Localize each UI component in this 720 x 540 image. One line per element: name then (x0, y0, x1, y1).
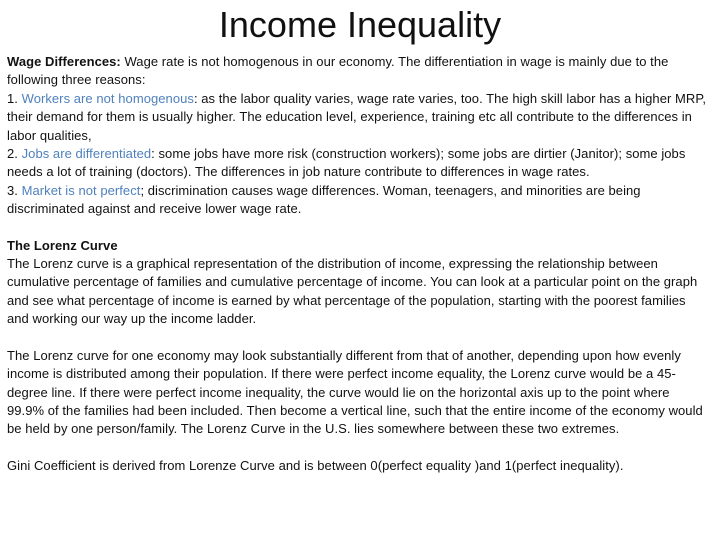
lorenz-paragraph-2: The Lorenz curve for one economy may look substantially different from that of another, depending upon how evenly income is distributed among their population. If there were perfect income equality, the Lorenz curve would be a 45- degree line. If there were perfect income inequality, the curve would lie on the horizontal axis up to the point where 99.9% of the families had been included. Then become a vertical line, such that the entire income of the economy would be held by one person/family. The Lorenz Curve in the U.S. lies somewhere between these two extremes. (7, 347, 703, 437)
reason-1 (7, 90, 707, 145)
reason-2-text: : some jobs have more risk (construction workers); some jobs are dirtier (Janitor); some jobs needs a lot of training (doctors). The differences in job nature contribute to differences in wage rates. (7, 146, 686, 180)
spacer (7, 219, 707, 237)
reason-1-number: 1. (7, 90, 22, 106)
reason-2 (7, 145, 707, 182)
spacer (7, 439, 707, 457)
reason-2-highlight: Jobs are differentiated (21, 146, 152, 162)
reason-1-text: : as the labor quality varies, wage rate varies, too. The high skill labor has a higher MRP, their demand for them is usually higher. The education level, experience, training etc all contribute to the differences in labor qualities, (7, 90, 707, 143)
gini-coefficient-text: Gini Coefficient is derived from Lorenze Curve and is between 0(perfect equality )and 1(perfect inequality). (7, 457, 624, 473)
wage-differences-paragraph (7, 53, 707, 90)
reason-3 (7, 182, 707, 219)
spacer (7, 329, 707, 347)
reason-1-highlight: Workers are not homogenous (21, 90, 194, 106)
reason-3-number: 3. (7, 182, 22, 198)
reason-3-highlight: Market is not perfect (21, 182, 141, 198)
wage-differences-intro: Wage rate is not homogenous in our economy. The differentiation in wage is mainly due to the following three reasons: (7, 54, 669, 88)
reason-2-number: 2. (7, 146, 22, 162)
slide-body (7, 53, 707, 475)
reason-3-text: ; discrimination causes wage differences. Woman, teenagers, and minorities are being discriminated against and receive lower wage rate. (7, 182, 641, 217)
wage-differences-heading: Wage Differences: (7, 54, 121, 69)
slide-title: Income Inequality (218, 4, 502, 45)
lorenz-curve-heading: The Lorenz Curve (7, 237, 118, 253)
lorenz-paragraph-1: The Lorenz curve is a graphical representation of the distribution of income, expressing the relationship between cumulative percentage of families and cumulative percentage of income. You can look at a particular point on the graph and see what percentage of income is earned by what percentage of the population, starting with the poorest families and working our way up the income ladder. (7, 256, 698, 327)
